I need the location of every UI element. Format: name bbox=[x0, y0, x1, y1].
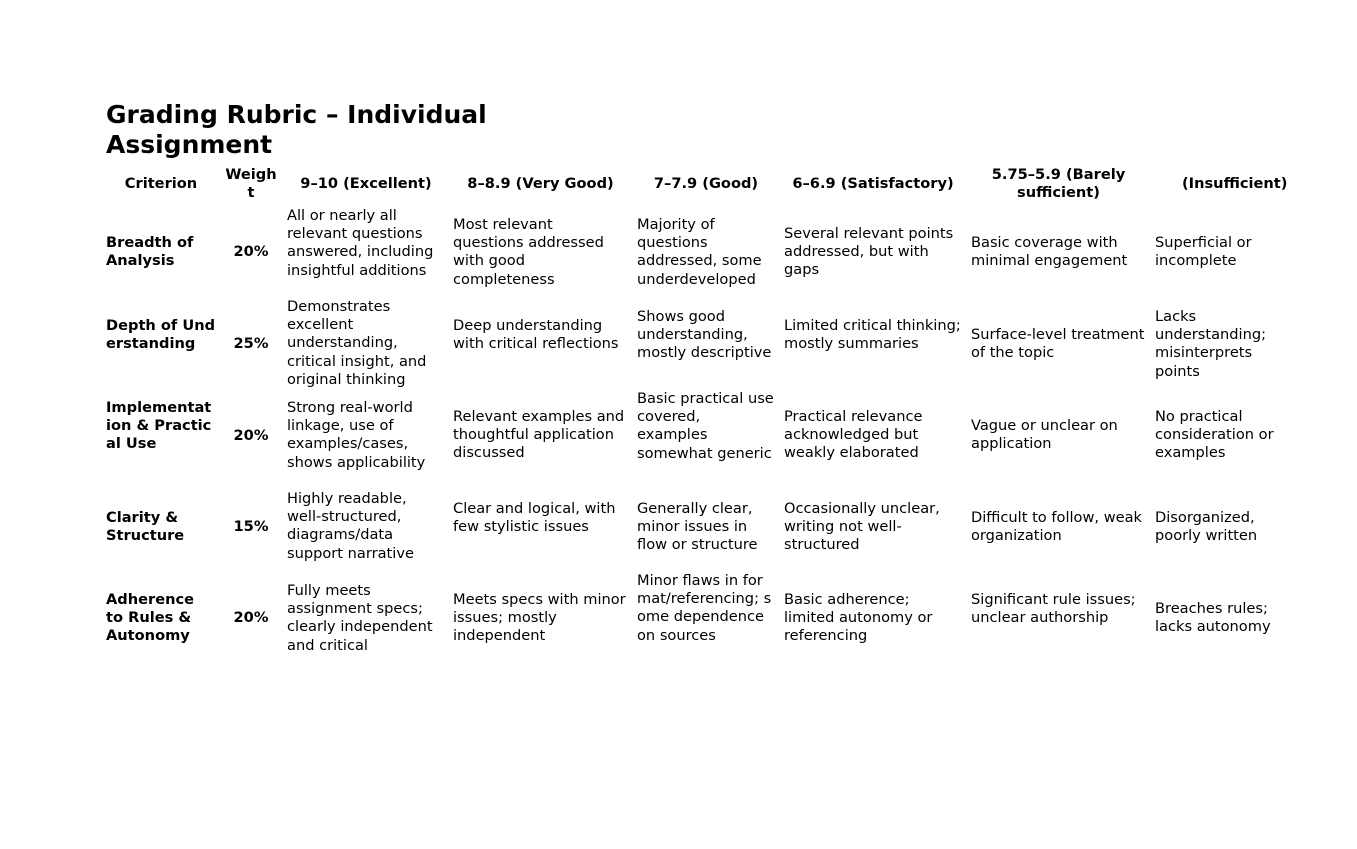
cell-breadth-excellent: All or nearly all relevant questions answered, including insightful additions bbox=[287, 207, 434, 279]
cell-implementation-satisfactory: Practical relevance acknowledged but weakly elaborated bbox=[784, 408, 923, 462]
cell-implementation-good: Basic practical use covered, examples somewhat generic bbox=[637, 390, 774, 462]
cell-depth-good: Shows good understanding, mostly descriptive bbox=[637, 308, 772, 362]
cell-depth-satisfactory: Limited critical thinking; mostly summaries bbox=[784, 317, 961, 353]
criterion-clarity: Clarity & Structure bbox=[106, 509, 185, 545]
header-satisfactory: 6–6.9 (Satisfactory) bbox=[792, 175, 954, 192]
cell-depth-very-good: Deep understanding with critical reflections bbox=[453, 317, 619, 353]
header-weight: Weight bbox=[225, 166, 277, 202]
cell-implementation-very-good: Relevant examples and thoughtful application discussed bbox=[453, 408, 625, 462]
cell-adherence-insufficient: Breaches rules; lacks autonomy bbox=[1155, 600, 1271, 636]
cell-implementation-excellent: Strong real-world linkage, use of examples/cases, shows applicability bbox=[287, 399, 426, 471]
cell-implementation-barely: Vague or unclear on application bbox=[971, 417, 1118, 453]
weight-clarity: 15% bbox=[233, 518, 269, 535]
cell-breadth-good: Majority of questions addressed, some underdeveloped bbox=[637, 216, 762, 288]
cell-adherence-very-good: Meets specs with minor issues; mostly independent bbox=[453, 591, 626, 645]
weight-implementation: 20% bbox=[233, 427, 269, 444]
cell-depth-barely: Surface-level treatment of the topic bbox=[971, 326, 1145, 362]
header-excellent: 9–10 (Excellent) bbox=[300, 175, 432, 192]
cell-breadth-satisfactory: Several relevant points addressed, but with gaps bbox=[784, 225, 954, 279]
header-barely-sufficient: 5.75–5.9 (Barely sufficient) bbox=[991, 166, 1126, 202]
cell-breadth-barely: Basic coverage with minimal engagement bbox=[971, 234, 1128, 270]
header-good: 7–7.9 (Good) bbox=[653, 175, 759, 192]
criterion-implementation: Implementation & Practical Use bbox=[106, 399, 212, 453]
cell-clarity-very-good: Clear and logical, with few stylistic issues bbox=[453, 500, 616, 536]
cell-adherence-satisfactory: Basic adherence; limited autonomy or referencing bbox=[784, 591, 933, 645]
weight-adherence: 20% bbox=[233, 609, 269, 626]
cell-implementation-insufficient: No practical consideration or examples bbox=[1155, 408, 1274, 462]
cell-clarity-good: Generally clear, minor issues in flow or structure bbox=[637, 500, 758, 554]
cell-clarity-insufficient: Disorganized, poorly written bbox=[1155, 509, 1258, 545]
cell-clarity-barely: Difficult to follow, weak organization bbox=[971, 509, 1143, 545]
cell-breadth-insufficient: Superficial or incomplete bbox=[1155, 234, 1252, 270]
criterion-breadth: Breadth of Analysis bbox=[106, 234, 194, 270]
page-title: Grading Rubric – Individual Assignment bbox=[106, 100, 487, 159]
header-very-good: 8–8.9 (Very Good) bbox=[467, 175, 614, 192]
cell-clarity-excellent: Highly readable, well-structured, diagrams/data support narrative bbox=[287, 490, 414, 562]
header-insufficient: (Insufficient) bbox=[1182, 175, 1288, 192]
criterion-adherence: Adherence to Rules & Autonomy bbox=[106, 591, 195, 645]
cell-depth-excellent: Demonstrates excellent understanding, critical insight, and original thinking bbox=[287, 298, 427, 388]
header-criterion: Criterion bbox=[124, 175, 198, 192]
criterion-depth: Depth of Understanding bbox=[106, 317, 216, 353]
cell-adherence-barely: Significant rule issues; unclear authorship bbox=[971, 591, 1136, 627]
weight-depth: 25% bbox=[233, 335, 269, 352]
weight-breadth: 20% bbox=[233, 243, 269, 260]
cell-depth-insufficient: Lacks understanding; misinterprets points bbox=[1155, 308, 1267, 380]
cell-adherence-excellent: Fully meets assignment specs; clearly independent and critical bbox=[287, 582, 433, 654]
cell-adherence-good: Minor flaws in format/referencing; some dependence on sources bbox=[637, 572, 772, 644]
cell-clarity-satisfactory: Occasionally unclear, writing not well-structured bbox=[784, 500, 940, 554]
cell-breadth-very-good: Most relevant questions addressed with good completeness bbox=[453, 216, 604, 288]
